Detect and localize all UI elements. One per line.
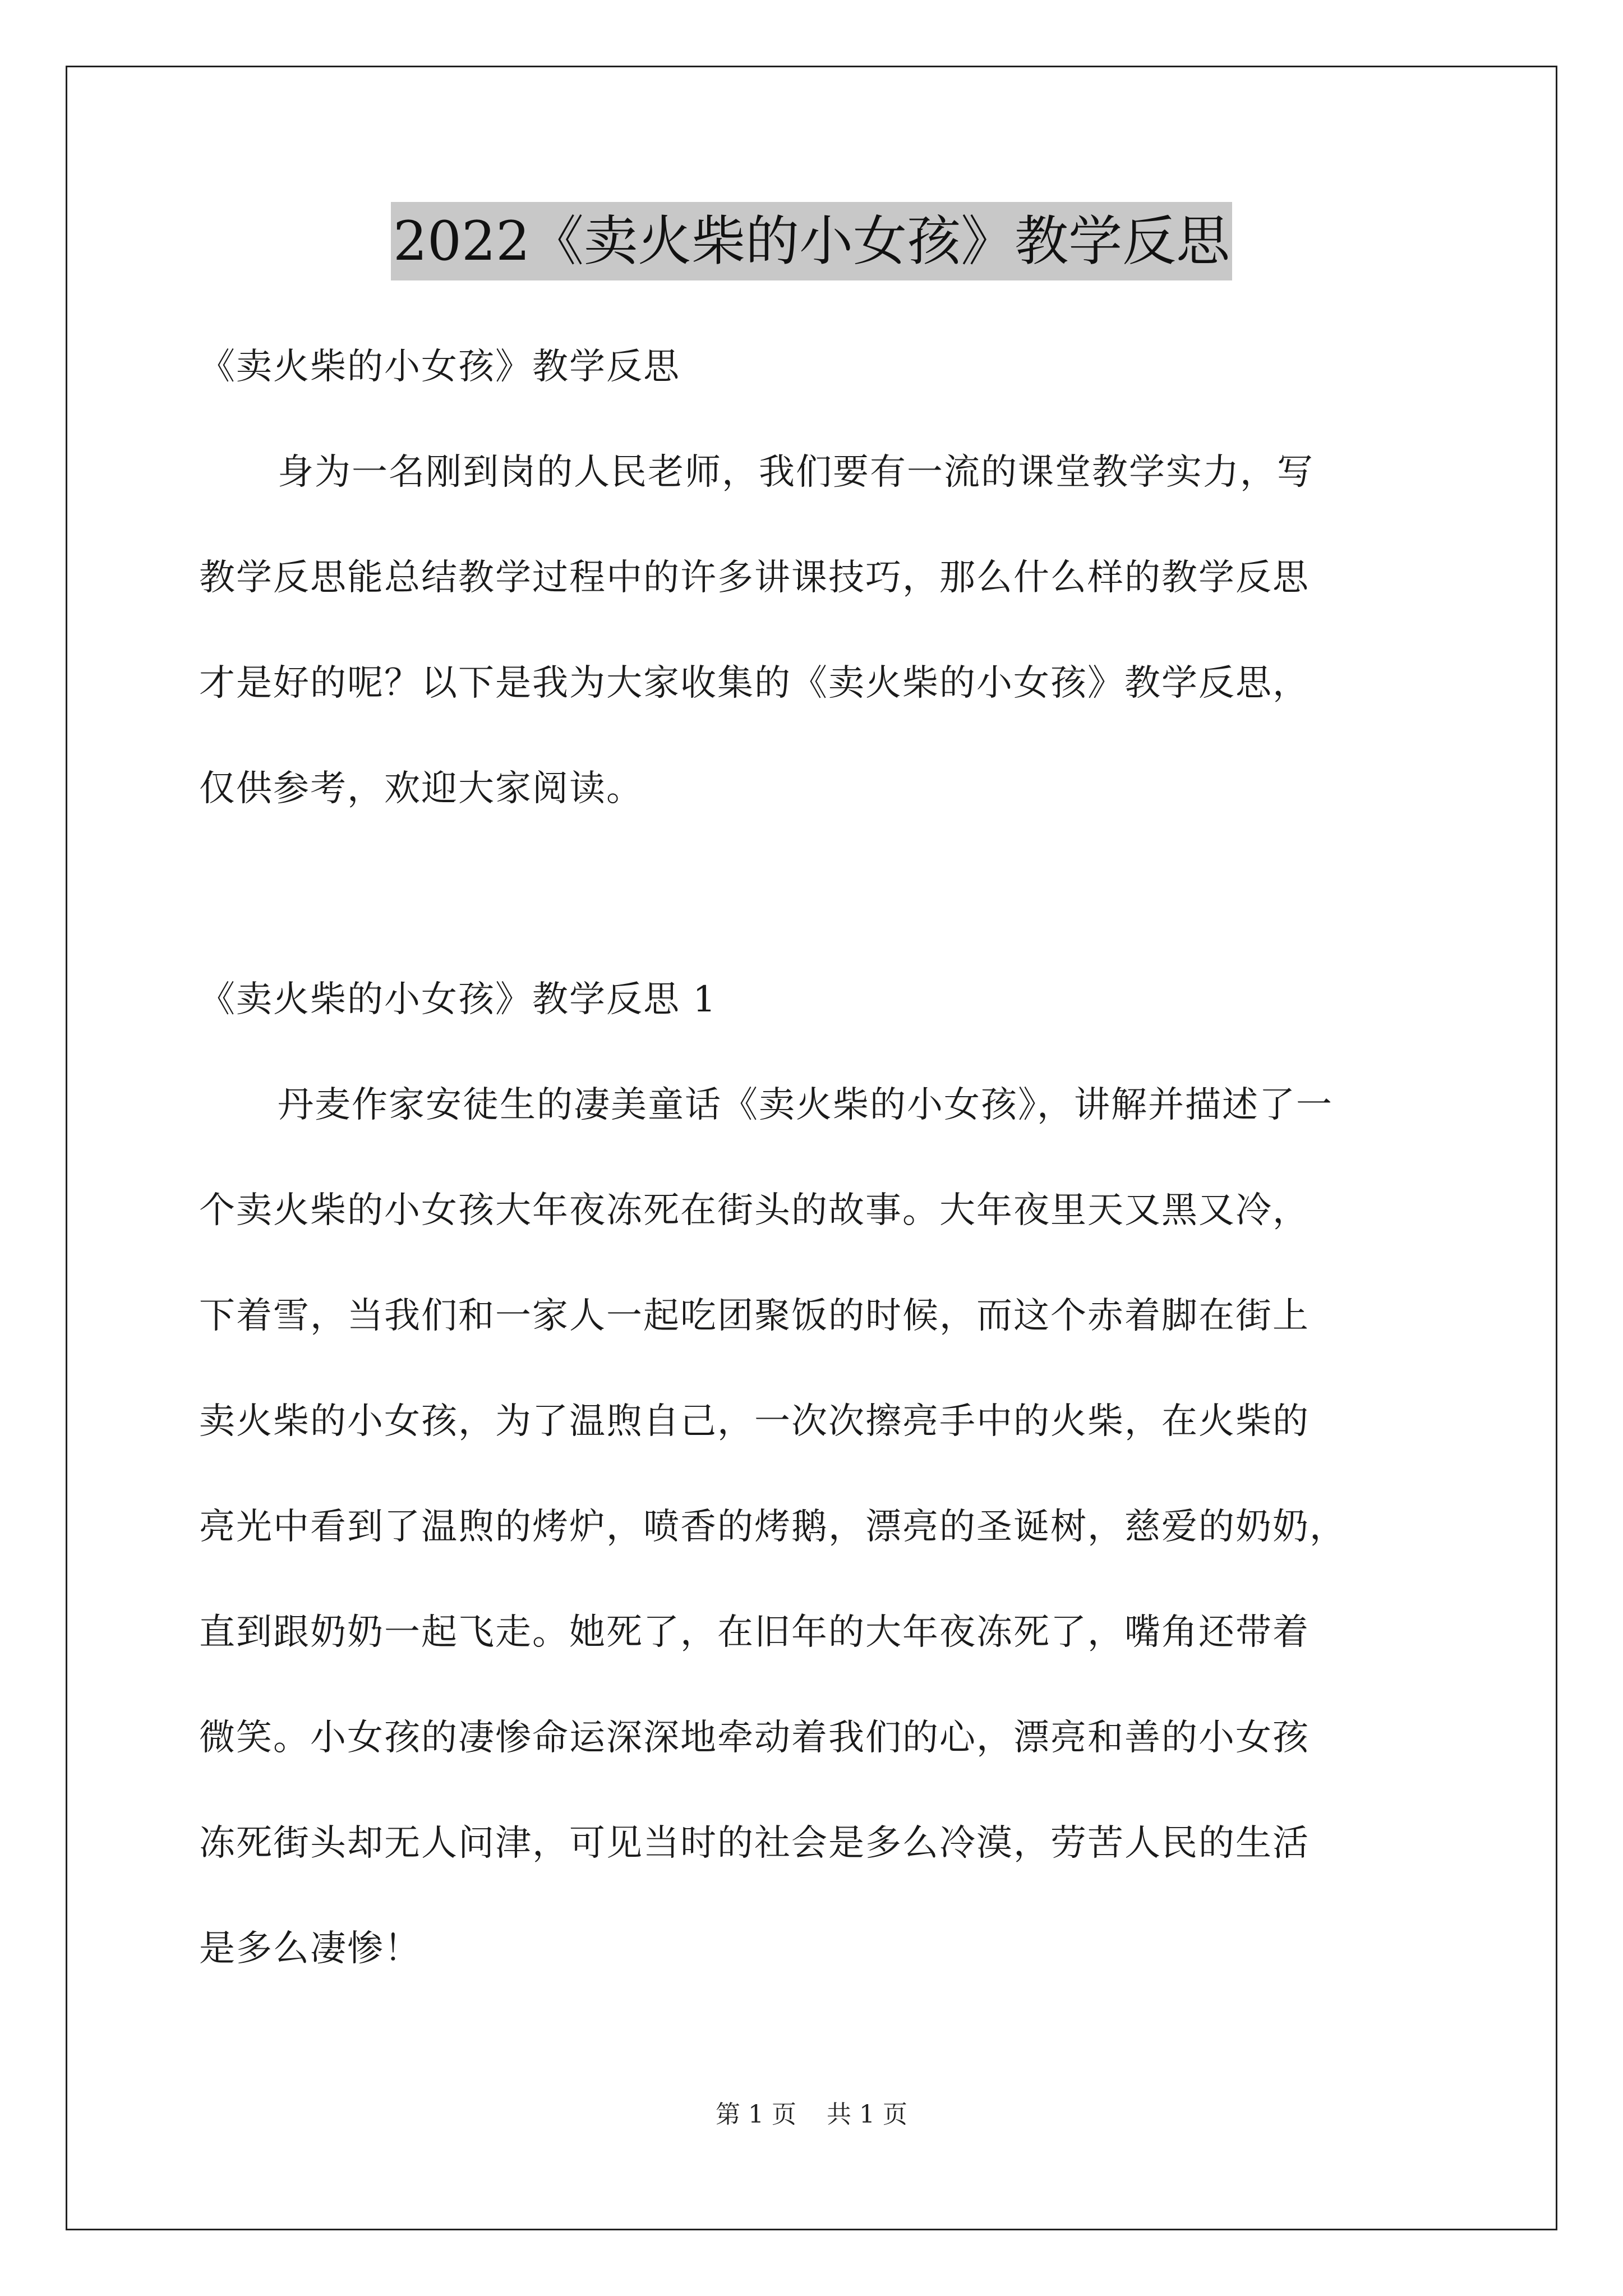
paragraph-line: 直到跟奶奶一起飞走。她死了，在旧年的大年夜冻死了，嘴角还带着 xyxy=(199,1612,1310,1653)
paragraph-line: 个卖火柴的小女孩大年夜冻死在街头的故事。大年夜里天又黑又冷， xyxy=(199,1190,1310,1231)
paragraph-line: 教学反思能总结教学过程中的许多讲课技巧，那么什么样的教学反思 xyxy=(199,557,1310,599)
paragraph-line: 冻死街头却无人问津，可见当时的社会是多么冷漠，劳苦人民的生活 xyxy=(199,1823,1310,1864)
paragraph-line: 卖火柴的小女孩，为了温煦自己，一次次擦亮手中的火柴，在火柴的 xyxy=(199,1401,1310,1442)
page-number: 第 1 页 xyxy=(716,2100,796,2129)
page-footer xyxy=(0,2098,1623,2132)
paragraph-line: 是多么凄惨！ xyxy=(199,1928,421,1970)
paragraph-gap xyxy=(199,841,1461,947)
paragraph-line: 才是好的呢？以下是我为大家收集的《卖火柴的小女孩》教学反思， xyxy=(199,662,1310,704)
section-heading: 《卖火柴的小女孩》教学反思 1 xyxy=(199,979,717,1020)
section-heading: 《卖火柴的小女孩》教学反思 xyxy=(199,346,680,388)
paragraph-line: 下着雪，当我们和一家人一起吃团聚饭的时候，而这个赤着脚在街上 xyxy=(199,1295,1310,1337)
paragraph-line: 亮光中看到了温煦的烤炉，喷香的烤鹅，漂亮的圣诞树，慈爱的奶奶， xyxy=(199,1506,1347,1548)
document-title: 2022《卖火柴的小女孩》教学反思 xyxy=(391,202,1232,280)
paragraph-line: 微笑。小女孩的凄惨命运深深地牵动着我们的心，漂亮和善的小女孩 xyxy=(199,1717,1310,1759)
paragraph-line: 仅供参考，欢迎大家阅读。 xyxy=(199,768,643,809)
document-body xyxy=(199,314,1461,2001)
page-total: 共 1 页 xyxy=(827,2100,907,2129)
paragraph-line: 丹麦作家安徒生的凄美童话《卖火柴的小女孩》，讲解并描述了一 xyxy=(278,1084,1333,1126)
title-wrap xyxy=(0,202,1623,280)
paragraph-line: 身为一名刚到岗的人民老师，我们要有一流的课堂教学实力，写 xyxy=(278,452,1314,493)
